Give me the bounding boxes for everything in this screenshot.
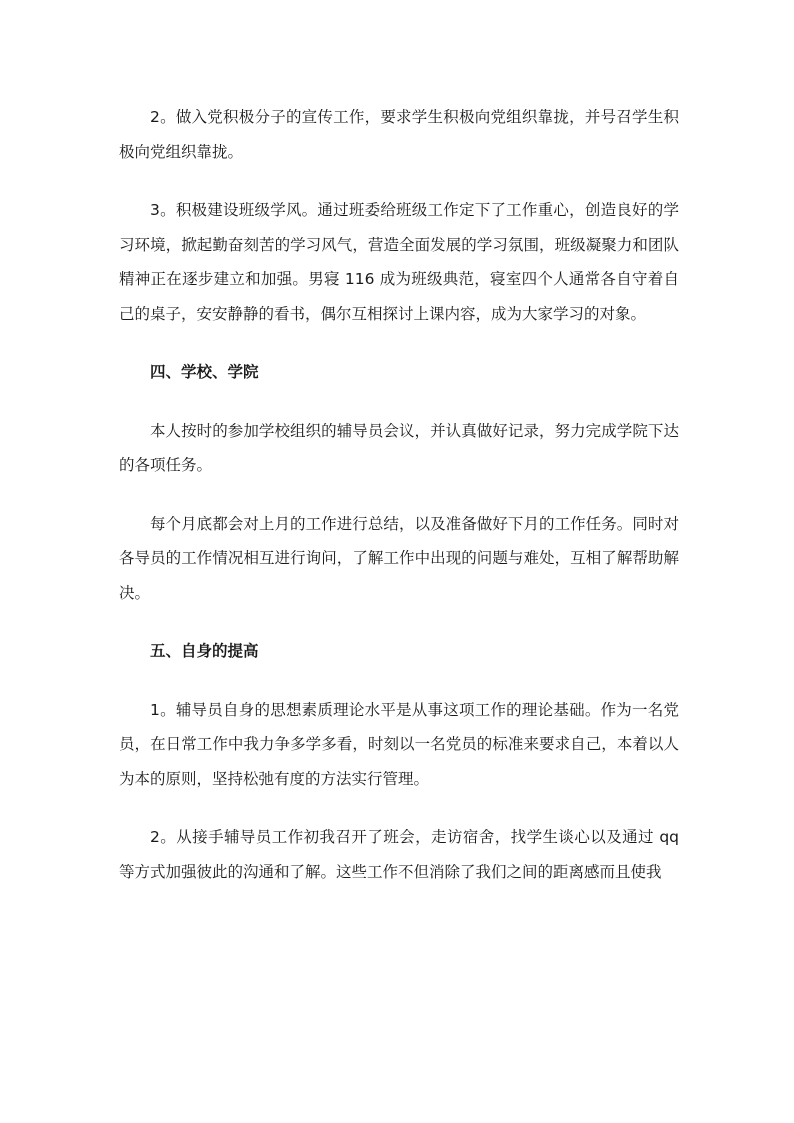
paragraph-monthly-summary: 每个月底都会对上月的工作进行总结，以及准备做好下月的工作任务。同时对各导员的工作情况相互进行询问，了解工作中出现的问题与难处，互相了解帮助解决。 xyxy=(119,514,679,602)
paragraph-party-activist: 2。做入党积极分子的宣传工作，要求学生积极向党组织靠拢，并号召学生积极向党组织靠拢。 xyxy=(119,108,679,161)
paragraph-theory-level: 1。辅导员自身的思想素质理论水平是从事这项工作的理论基础。作为一名党员，在日常工作中我力争多学多看，时刻以一名党员的标准来要求自己，本着以人为本的原则，坚持松弛有度的方法实行管理。 xyxy=(119,700,679,788)
paragraph-class-study-style: 3。积极建设班级学风。通过班委给班级工作定下了工作重心，创造良好的学习环境，掀起勤奋刻苦的学习风气，营造全面发展的学习氛围，班级凝聚力和团队精神正在逐步建立和加强。男寝 116 成为班级典范，寝室四个人通常各自守着自己的桌子，安安静静的看书，偶尔互相探讨上课内容，成为大家学习的对象。 xyxy=(119,201,679,323)
paragraph-meetings: 本人按时的参加学校组织的辅导员会议，并认真做好记录，努力完成学院下达的各项任务。 xyxy=(119,421,679,474)
paragraph-communication: 2。从接手辅导员工作初我召开了班会，走访宿舍，找学生谈心以及通过 qq 等方式加强彼此的沟通和了解。这些工作不但消除了我们之间的距离感而且使我 xyxy=(119,828,679,881)
document-body xyxy=(119,100,679,913)
section-heading-self-improvement: 五、自身的提高 xyxy=(150,642,259,660)
section-heading-school: 四、学校、学院 xyxy=(150,363,259,381)
